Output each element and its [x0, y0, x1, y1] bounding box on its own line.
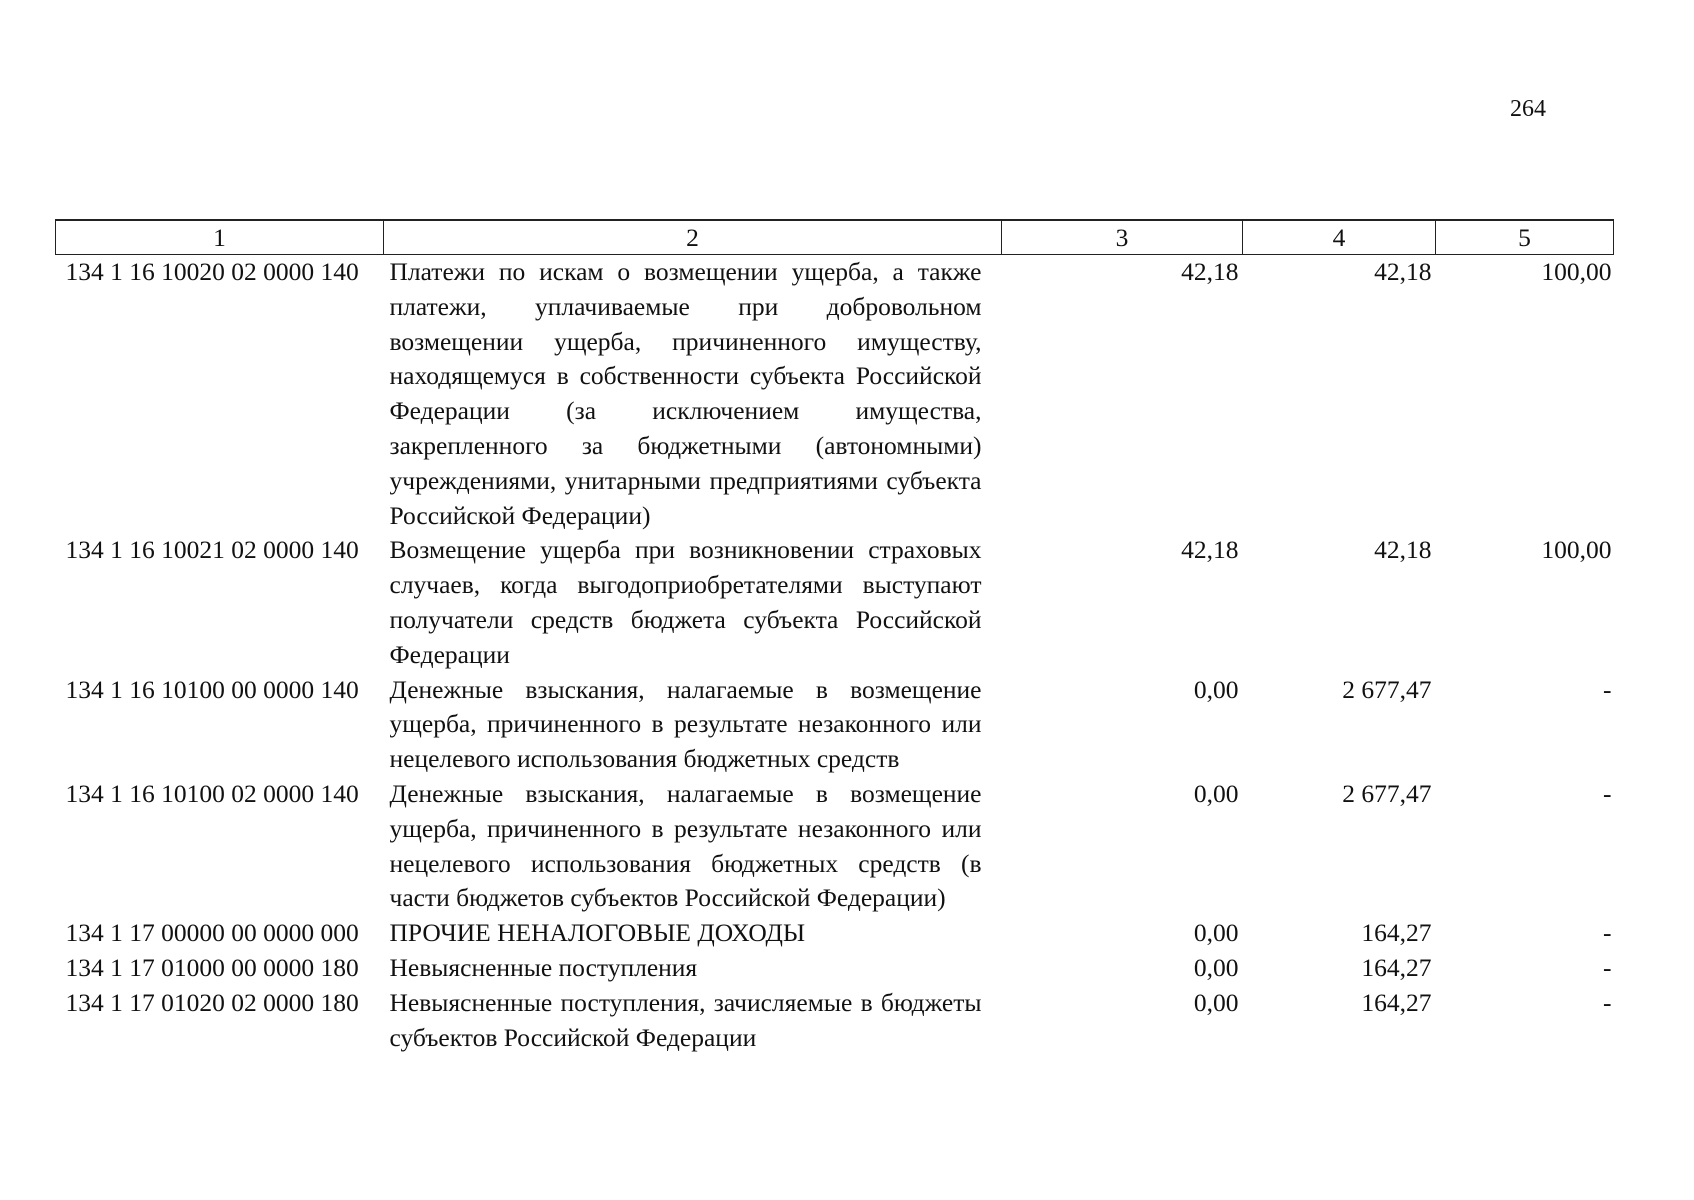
budget-table [55, 219, 1614, 1055]
row-col5-value: - [1603, 778, 1612, 808]
row-name: Денежные взыскания, налагаемые в возмещение ущерба, причиненного в результате незаконного или нецелевого использования бюджетных средств (в части бюджетов субъектов Российской Федерации) [389, 778, 982, 913]
row-col5-value: 100,00 [1541, 257, 1612, 286]
row-col5-value: 100,00 [1541, 535, 1612, 565]
row-code: 134 1 16 10021 02 0000 140 [65, 535, 359, 565]
row-code: 134 1 16 10020 02 0000 140 [65, 257, 359, 286]
row-col4-value: 164,27 [1361, 987, 1432, 1017]
table-row [56, 673, 1614, 777]
row-col3-value: 42,18 [1181, 535, 1239, 565]
table-row [56, 777, 1614, 916]
header-col-2: 2 [384, 220, 1002, 255]
budget-table-container [55, 219, 1613, 1055]
row-col4-value: 164,27 [1361, 918, 1432, 948]
table-row [56, 533, 1614, 672]
row-col3-value: 0,00 [1193, 778, 1239, 808]
page-number: 264 [1510, 96, 1546, 122]
row-col3-value: 0,00 [1193, 918, 1239, 948]
row-col5-value: - [1603, 987, 1612, 1017]
row-code: 134 1 16 10100 00 0000 140 [65, 674, 359, 704]
row-name: Возмещение ущерба при возникновении страховых случаев, когда выгодоприобретателями выступают получатели средств бюджета субъекта Российской Федерации [389, 535, 982, 669]
row-col3-value: 42,18 [1181, 257, 1239, 286]
row-code: 134 1 17 00000 00 0000 000 [65, 918, 359, 948]
header-col-4: 4 [1243, 220, 1436, 255]
row-name: Денежные взыскания, налагаемые в возмещение ущерба, причиненного в результате незаконного или нецелевого использования бюджетных средств [389, 674, 982, 774]
table-row [56, 916, 1614, 951]
table-row [56, 951, 1614, 986]
row-col3-value: 0,00 [1193, 674, 1239, 704]
header-col-5: 5 [1436, 220, 1614, 255]
table-row [56, 255, 1614, 534]
header-col-3: 3 [1002, 220, 1243, 255]
row-col4-value: 2 677,47 [1342, 674, 1432, 704]
row-col4-value: 42,18 [1374, 257, 1432, 286]
row-name: Невыясненные поступления, зачисляемые в бюджеты субъектов Российской Федерации [389, 987, 982, 1052]
table-header-row [56, 220, 1614, 255]
row-col5-value: - [1603, 952, 1612, 982]
row-name: ПРОЧИЕ НЕНАЛОГОВЫЕ ДОХОДЫ [389, 918, 806, 948]
row-code: 134 1 16 10100 02 0000 140 [65, 778, 359, 808]
row-col4-value: 42,18 [1374, 535, 1432, 565]
row-code: 134 1 17 01020 02 0000 180 [65, 987, 359, 1017]
row-col3-value: 0,00 [1193, 987, 1239, 1017]
row-col4-value: 164,27 [1361, 952, 1432, 982]
row-col5-value: - [1603, 918, 1612, 948]
row-col4-value: 2 677,47 [1342, 778, 1432, 808]
table-row [56, 986, 1614, 1056]
header-col-1: 1 [56, 220, 384, 255]
row-name: Невыясненные поступления [389, 952, 698, 982]
row-col5-value: - [1603, 674, 1612, 704]
row-name: Платежи по искам о возмещении ущерба, а также платежи, уплачиваемые при добровольном возмещении ущерба, причиненного имуществу, находящемуся в собственности субъекта Российской Федерации (за исключением имущества, закрепленного за бюджетными (автономными) учреждениями, унитарными предприятиями субъекта Российской Федерации) [389, 257, 982, 530]
row-col3-value: 0,00 [1193, 952, 1239, 982]
row-code: 134 1 17 01000 00 0000 180 [65, 952, 359, 982]
